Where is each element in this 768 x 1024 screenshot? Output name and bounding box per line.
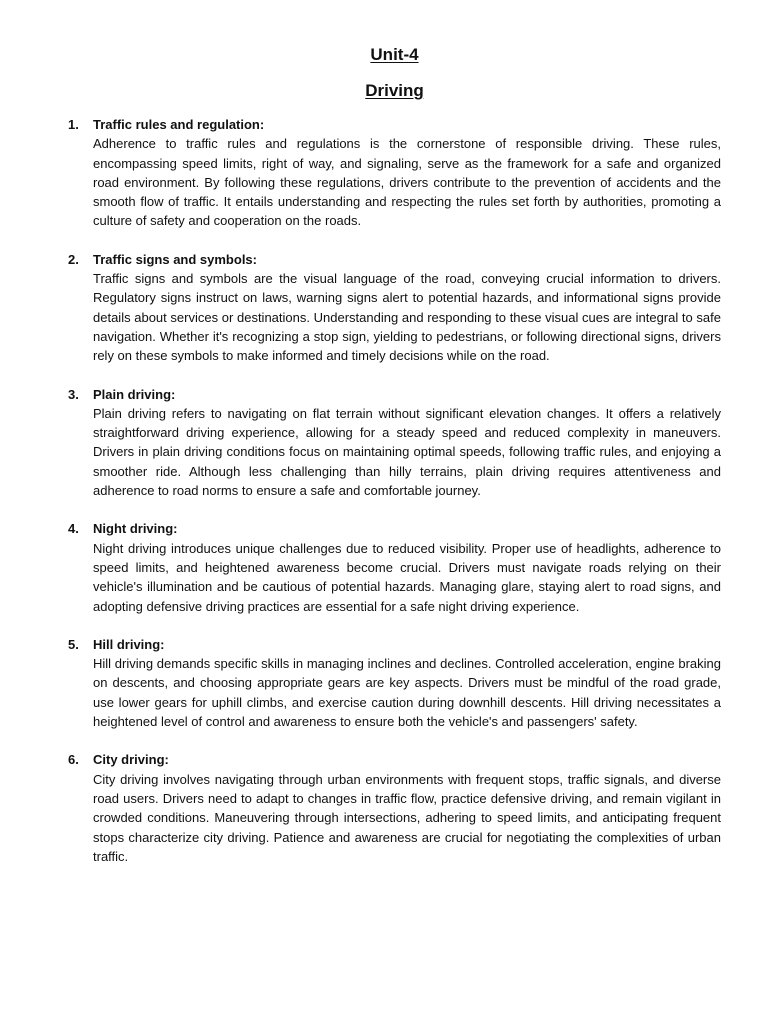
section-heading: Night driving:: [93, 521, 178, 537]
section-body: Night driving introduces unique challenges due to reduced visibility. Proper use of headlights, adherence to speed limits, and heightened awareness become crucial. Drivers must navigate roads relying on their vehicle's illumination and be cautious of potential hazards. Managing glare, staying alert to road signs, and adopting defensive driving practices are essential for a safe night driving experience.: [93, 540, 721, 614]
section-body: Hill driving demands specific skills in managing inclines and declines. Controlled acceleration, engine braking on descents, and choosing appropriate gears are key aspects. Drivers must be mindful of the road grade, use lower gears for uphill climbs, and exercise caution during downhill descents. Hill driving necessitates a heightened level of control and awareness to ensure both the vehicle's and passengers' safety.: [93, 656, 721, 730]
section-city-driving: [68, 750, 721, 866]
section-body: Plain driving refers to navigating on flat terrain without significant elevation changes. It offers a relatively straightforward driving experience, allowing for a steady speed and reduced complexity in maneuvers. Drivers in plain driving conditions focus on maintaining optimal speeds, following traffic rules, and enjoying a smoother ride. Although less challenging than hilly terrains, plain driving requires attentiveness and adherence to road norms to ensure a safe and comfortable journey.: [93, 405, 721, 499]
section-number: 1.: [68, 117, 79, 132]
section-heading: City driving:: [93, 752, 169, 768]
section-traffic-rules: [68, 115, 721, 231]
section-number: 5.: [68, 636, 79, 652]
section-body: Traffic signs and symbols are the visual language of the road, conveying crucial information to drivers. Regulatory signs instruct on laws, warning signs alert to potential hazards, and informational signs provide details about services or destinations. Understanding and responding to these visual cues are integral to safe navigation. Whether it's recognizing a stop sign, yielding to pedestrians, or following directional signs, drivers rely on these symbols to make informed and timely decisions while on the road.: [93, 271, 721, 364]
section-heading: Traffic signs and symbols:: [93, 251, 257, 267]
section-list: [68, 115, 721, 866]
section-number: 6.: [68, 752, 79, 768]
section-number: 3.: [68, 386, 79, 402]
section-heading: Plain driving:: [93, 386, 176, 402]
section-body: Adherence to traffic rules and regulations is the cornerstone of responsible driving. These rules, encompassing speed limits, right of way, and signaling, serve as the framework for a safe and organized road environment. By following these regulations, drivers contribute to the prevention of accidents and the smooth flow of traffic. It entails understanding and respecting the rules set forth by authorities, promoting a culture of safety and cooperation on the roads.: [93, 136, 721, 229]
section-heading: Hill driving:: [93, 636, 165, 652]
section-number: 4.: [68, 521, 79, 537]
section-heading: Traffic rules and regulation:: [93, 117, 265, 132]
section-night-driving: [68, 519, 721, 615]
section-body: City driving involves navigating through urban environments with frequent stops, traffic signals, and diverse road users. Drivers need to adapt to changes in traffic flow, practice defensive driving, and remain vigilant in crowded conditions. Maneuvering through intersections, adhering to speed limits, and anticipating frequent stops characterize city driving. Patience and awareness are crucial for negotiating the complexities of urban traffic.: [93, 771, 721, 864]
section-hill-driving: [68, 635, 721, 731]
section-number: 2.: [68, 251, 79, 267]
unit-title: Unit-4: [370, 45, 419, 64]
section-plain-driving: [68, 385, 721, 501]
page-title: Driving: [365, 81, 424, 100]
section-traffic-signs: [68, 250, 721, 366]
